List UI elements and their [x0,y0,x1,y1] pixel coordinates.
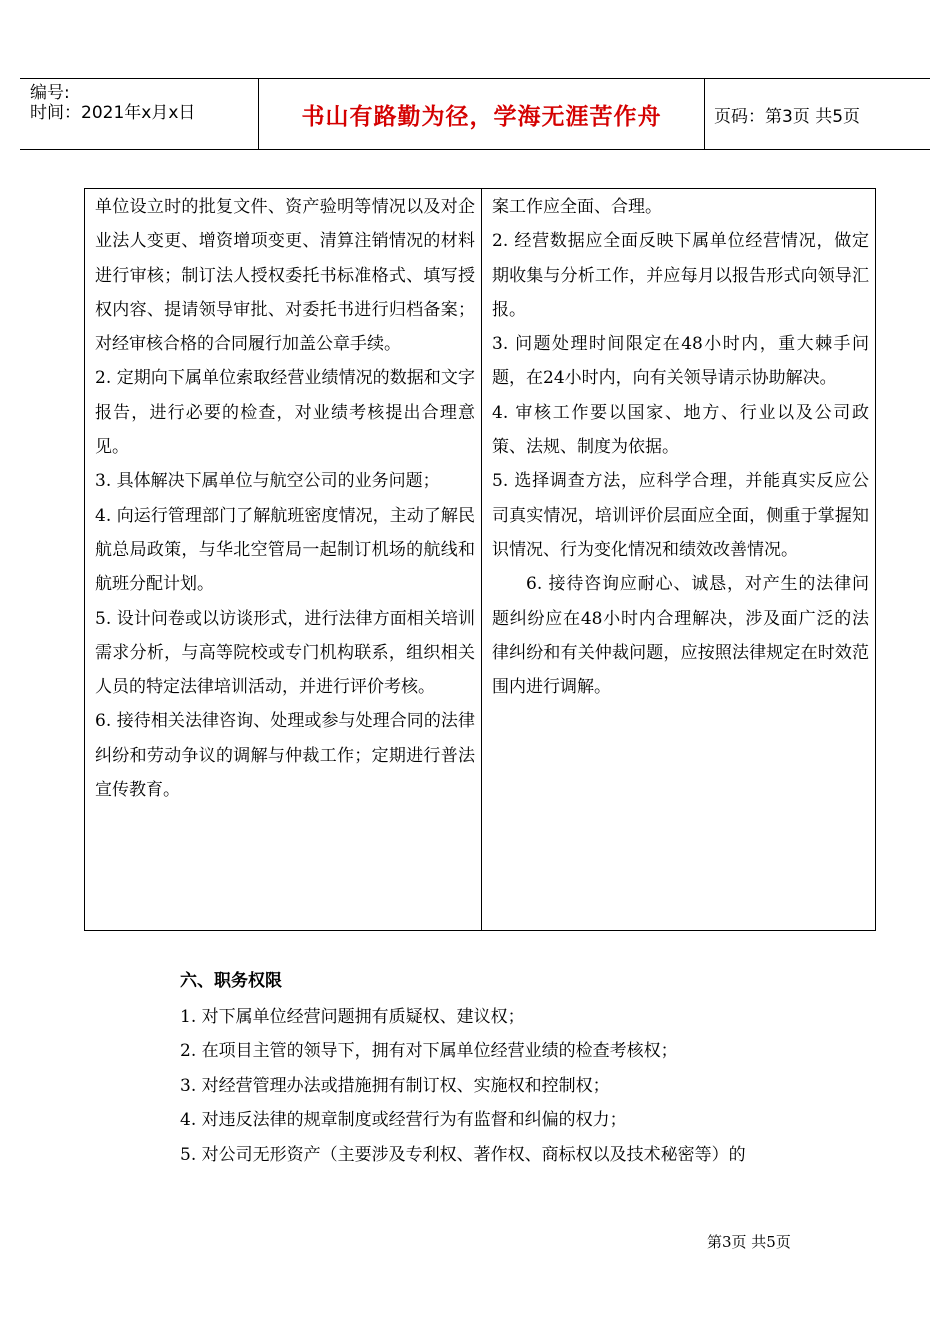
right-paragraph: 案工作应全面、合理。 [492,197,662,217]
authority-item: 2. 在项目主管的领导下，拥有对下属单位经营业绩的检查考核权； [180,1041,678,1062]
left-paragraph: 3. 具体解决下属单位与航空公司的业务问题； [95,471,440,492]
authority-item: 5. 对公司无形资产（主要涉及专利权、著作权、商标权以及技术秘密等）的 [180,1144,746,1165]
duties-standards-table [84,188,876,931]
left-paragraph: 单位设立时的批复文件、资产验明等情况以及对企业法人变更、增资增项变更、清算注销情况的材料进行审核；制订法人授权委托书标准格式、填写授权内容、提请领导审批、对委托书进行归档备案；对经审核合格的合同履行加盖公章手续。 [95,197,475,355]
right-paragraph: 2. 经营数据应全面反映下属单位经营情况，做定期收集与分析工作，并应每月以报告形式向领导汇报。 [492,231,869,320]
authority-item: 3. 对经营管理办法或措施拥有制订权、实施权和控制权； [180,1075,610,1096]
left-paragraph: 4. 向运行管理部门了解航班密度情况，主动了解民航总局政策，与华北空管局一起制订机场的航线和航班分配计划。 [95,505,475,595]
table-right-column [481,189,875,930]
authority-item: 1. 对下属单位经营问题拥有质疑权、建议权； [180,1007,525,1027]
section-title: 六、职务权限 [180,971,282,991]
header-page-code: 页码：第3页 共5页 [714,106,861,127]
right-paragraph: 3. 问题处理时间限定在48小时内，重大棘手问题，在24小时内，向有关领导请示协助解决。 [492,334,869,389]
header-page-cell [704,79,930,149]
header-meta-cell [20,79,258,149]
right-paragraph: 5. 选择调查方法，应科学合理，并能真实反应公司真实情况，培训评价层面应全面，侧重于掌握知识情况、行为变化情况和绩效改善情况。 [492,471,869,560]
page-header [20,78,930,150]
header-motto-cell [258,79,705,149]
left-paragraph: 6. 接待相关法律咨询、处理或参与处理合同的法律纠纷和劳动争议的调解与仲裁工作；定期进行普法宣传教育。 [95,711,475,801]
right-paragraph: 4. 审核工作要以国家、地方、行业以及公司政策、法规、制度为依据。 [492,402,869,458]
left-paragraph: 2. 定期向下属单位索取经营业绩情况的数据和文字报告，进行必要的检查，对业绩考核提出合理意见。 [95,368,475,458]
page-footer-number: 第3页 共5页 [707,1233,791,1251]
right-paragraph: 6. 接待咨询应耐心、诚恳，对产生的法律问题纠纷应在48小时内合理解决，涉及面广泛的法律纠纷和有关仲裁问题，应按照法律规定在时效范围内进行调解。 [492,574,869,698]
authority-section [180,962,880,1172]
header-motto: 书山有路勤为径，学海无涯苦作舟 [301,103,662,130]
authority-item: 4. 对违反法律的规章制度或经营行为有监督和纠偏的权力； [180,1110,627,1131]
document-time-label: 时间：2021年x月x日 [30,103,196,123]
left-paragraph: 5. 设计问卷或以访谈形式，进行法律方面相关培训需求分析，与高等院校或专门机构联系，组织相关人员的特定法律培训活动，并进行评价考核。 [95,608,475,698]
table-left-column [85,189,481,930]
document-number-label: 编号: [30,83,70,103]
